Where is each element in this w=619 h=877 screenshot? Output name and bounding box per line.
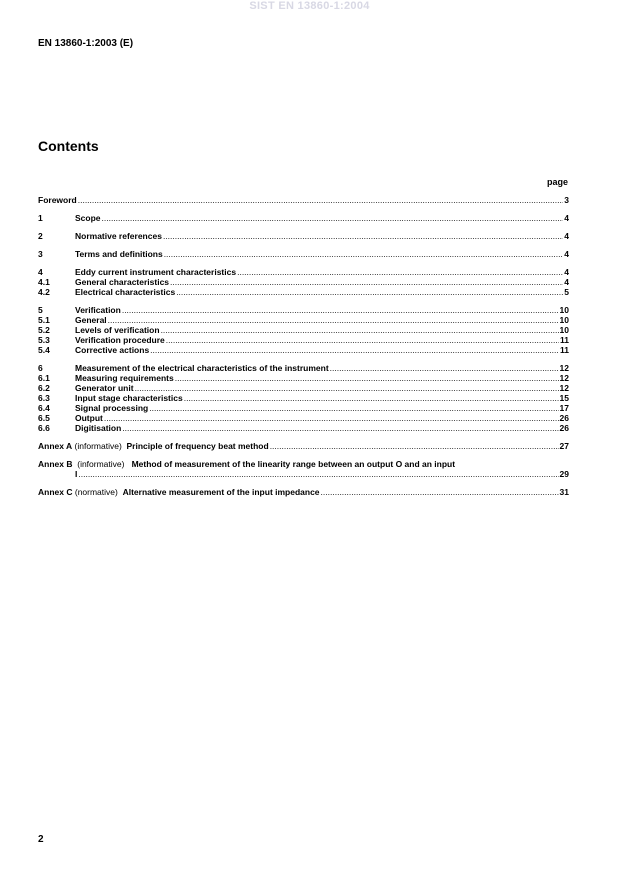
- annex-type-text: (normative): [74, 487, 118, 497]
- toc-leader: [104, 413, 559, 423]
- toc-title: Alternative measurement of the input impedance: [122, 487, 320, 497]
- toc-page: 27: [559, 441, 569, 451]
- toc-leader: [184, 393, 559, 403]
- toc-page: 4: [564, 213, 569, 223]
- toc-page: 10: [559, 325, 569, 335]
- toc-number: 5.3: [38, 335, 50, 345]
- toc-title: Corrective actions: [75, 345, 150, 355]
- toc-leader: [135, 383, 559, 393]
- toc-entry-annex-b[interactable]: [38, 459, 569, 479]
- toc-entry-input-stage[interactable]: [38, 393, 569, 403]
- toc-entry-verification[interactable]: [38, 305, 569, 315]
- toc-number: 6.1: [38, 373, 50, 383]
- toc-title: Terms and definitions: [75, 249, 163, 259]
- toc-number: 5: [38, 305, 43, 315]
- toc-title: Output: [75, 413, 103, 423]
- contents-title: Contents: [38, 138, 99, 154]
- toc-page: 11: [560, 335, 569, 345]
- toc-entry-verification-procedure[interactable]: [38, 335, 569, 345]
- annex-label: Annex B: [38, 459, 73, 469]
- toc-page: 26: [559, 423, 569, 433]
- toc-entry-generator-unit[interactable]: [38, 383, 569, 393]
- toc-title: Generator unit: [75, 383, 134, 393]
- toc-page: 15: [559, 393, 569, 403]
- toc-title: Eddy current instrument characteristics: [75, 267, 237, 277]
- toc-page: 3: [564, 195, 569, 205]
- toc-page: 26: [559, 413, 569, 423]
- watermark: SIST EN 13860-1:2004: [249, 0, 370, 12]
- toc-entry-levels-of-verification[interactable]: [38, 325, 569, 335]
- toc-title: Input stage characteristics: [75, 393, 183, 403]
- toc-entry-output[interactable]: [38, 413, 569, 423]
- toc-leader: [102, 213, 564, 223]
- annex-type: [75, 459, 129, 469]
- toc-entry-general-characteristics[interactable]: [38, 277, 569, 287]
- annex-label: Annex C: [38, 487, 73, 497]
- toc-page: 17: [559, 403, 569, 413]
- toc-title-continued: I: [75, 469, 78, 479]
- toc-title: Principle of frequency beat method: [126, 441, 269, 451]
- toc-number: 1: [38, 213, 43, 223]
- toc-leader: [321, 487, 559, 497]
- toc-title: Method of measurement of the linearity range between an output O and an input: [131, 459, 456, 469]
- annex-type: [72, 487, 122, 497]
- toc-entry-general[interactable]: [38, 315, 569, 325]
- toc-number: 6.3: [38, 393, 50, 403]
- toc-leader: [149, 403, 558, 413]
- page-number: 2: [38, 834, 44, 845]
- toc-number: 4.2: [38, 287, 50, 297]
- toc-entry-corrective-actions[interactable]: [38, 345, 569, 355]
- toc-page: 5: [564, 287, 569, 297]
- toc-title: Foreword: [38, 195, 77, 205]
- toc-title: Measurement of the electrical characteristics of the instrument: [75, 363, 329, 373]
- toc-entry-normative-references[interactable]: [38, 231, 569, 241]
- toc-page: 10: [559, 315, 569, 325]
- toc-title: General characteristics: [75, 277, 170, 287]
- toc-title: General: [75, 315, 107, 325]
- toc-entry-measuring-requirements[interactable]: [38, 373, 569, 383]
- toc-entry-digitisation[interactable]: [38, 423, 569, 433]
- toc-page: 4: [564, 277, 569, 287]
- toc-entry-terms-definitions[interactable]: [38, 249, 569, 259]
- toc-page: 10: [559, 305, 569, 315]
- toc-number: 5.1: [38, 315, 50, 325]
- toc-leader: [78, 195, 564, 205]
- toc-leader: [176, 287, 563, 297]
- toc-entry-measurement-electrical[interactable]: [38, 363, 569, 373]
- toc-number: 3: [38, 249, 43, 259]
- toc-leader: [122, 305, 559, 315]
- table-of-contents: [38, 195, 569, 497]
- annex-type-text: (informative): [74, 441, 122, 451]
- toc-entry-scope[interactable]: [38, 213, 569, 223]
- toc-page: 12: [559, 383, 569, 393]
- toc-number: 6.5: [38, 413, 50, 423]
- toc-number: 4.1: [38, 277, 50, 287]
- toc-entry-foreword[interactable]: [38, 195, 569, 205]
- toc-page: 4: [564, 231, 569, 241]
- toc-title: Verification: [75, 305, 121, 315]
- page-column-label: page: [546, 177, 568, 187]
- toc-leader: [170, 277, 563, 287]
- toc-leader: [150, 345, 559, 355]
- toc-leader: [161, 325, 559, 335]
- toc-title: Measuring requirements: [75, 373, 174, 383]
- document-id: EN 13860-1:2003 (E): [38, 38, 134, 49]
- toc-entry-annex-c[interactable]: [38, 487, 569, 497]
- annex-b-line-2: [38, 469, 569, 479]
- toc-entry-annex-a[interactable]: [38, 441, 569, 451]
- toc-leader: [330, 363, 559, 373]
- toc-number: 6.2: [38, 383, 50, 393]
- toc-leader: [270, 441, 559, 451]
- toc-title: Scope: [75, 213, 101, 223]
- toc-title: Levels of verification: [75, 325, 160, 335]
- toc-number: 2: [38, 231, 43, 241]
- toc-page: 4: [564, 249, 569, 259]
- toc-entry-electrical-characteristics[interactable]: [38, 287, 569, 297]
- toc-leader: [122, 423, 558, 433]
- toc-number: 5.4: [38, 345, 50, 355]
- toc-page: 12: [559, 373, 569, 383]
- toc-leader: [78, 469, 558, 479]
- toc-leader: [175, 373, 559, 383]
- toc-page: 4: [564, 267, 569, 277]
- toc-number: 5.2: [38, 325, 50, 335]
- annex-label: Annex A: [38, 441, 73, 451]
- toc-number: 6.6: [38, 423, 50, 433]
- toc-title: Verification procedure: [75, 335, 165, 345]
- toc-page: 31: [559, 487, 569, 497]
- annex-b-line-1: [38, 459, 569, 469]
- annex-type: [72, 441, 126, 451]
- toc-number: 6: [38, 363, 43, 373]
- toc-page: 29: [559, 469, 569, 479]
- annex-type-text: (informative): [77, 459, 125, 469]
- toc-title: Normative references: [75, 231, 162, 241]
- toc-page: 11: [560, 345, 569, 355]
- toc-number: 4: [38, 267, 43, 277]
- toc-leader: [108, 315, 559, 325]
- toc-number: 6.4: [38, 403, 50, 413]
- toc-leader: [164, 249, 564, 259]
- toc-leader: [163, 231, 563, 241]
- toc-title: Signal processing: [75, 403, 149, 413]
- toc-title: Digitisation: [75, 423, 122, 433]
- toc-leader: [237, 267, 563, 277]
- toc-entry-signal-processing[interactable]: [38, 403, 569, 413]
- toc-entry-instrument-characteristics[interactable]: [38, 267, 569, 277]
- toc-title: Electrical characteristics: [75, 287, 176, 297]
- toc-page: 12: [559, 363, 569, 373]
- toc-leader: [166, 335, 559, 345]
